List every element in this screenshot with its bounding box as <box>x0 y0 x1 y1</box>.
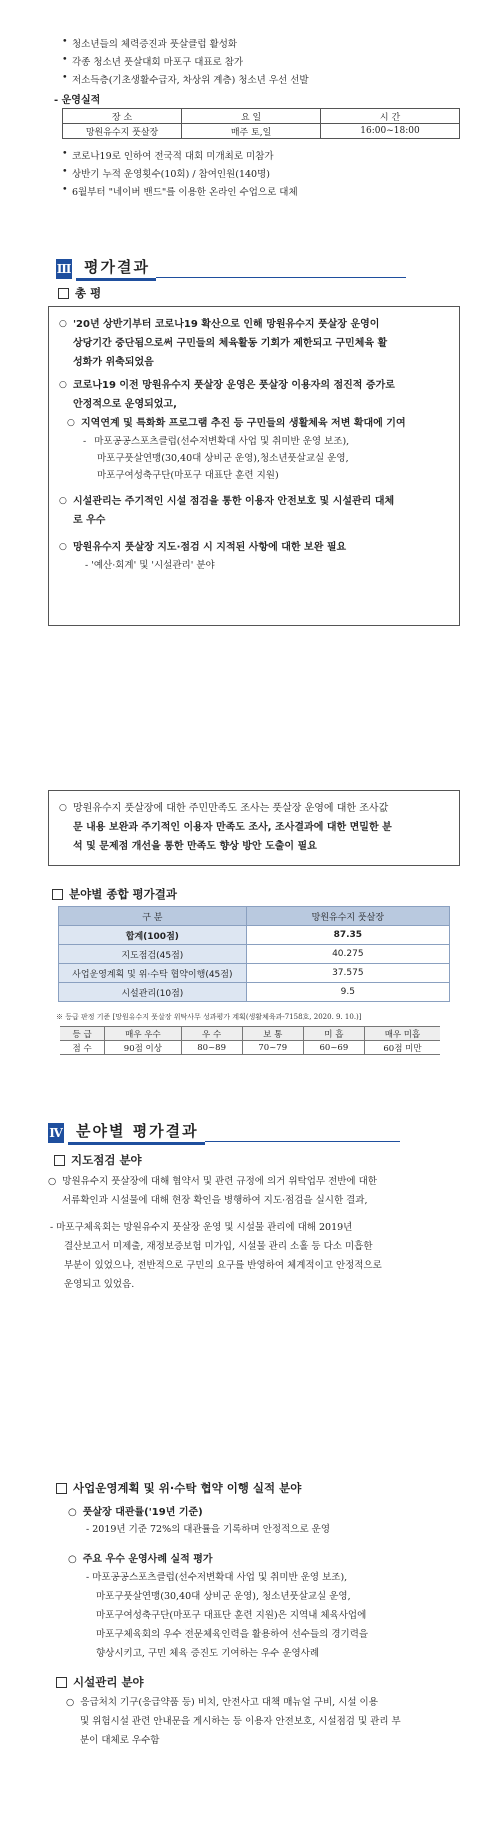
summary-subitems <box>57 433 449 484</box>
text-line: 마포구풋살연맹(30,40대 상비군 운영),청소년풋살교실 운영, <box>97 453 349 464</box>
checkbox-icon <box>58 288 69 299</box>
heading-label: 지도점검 분야 <box>71 1153 142 1167</box>
text-line: ○ 코로나19 이전 망원유수지 풋살장 운영은 풋살장 이용자의 점진적 증가로 <box>73 380 395 391</box>
text-line: - 마포공공스포츠클럽(선수저변확대 사업 및 취미반 운영 보조), <box>83 436 350 447</box>
text-line: ○ 망원유수지 풋살장에 대해 협약서 및 관련 규정에 의거 위탁업무 전반에 대한 <box>48 1176 377 1187</box>
table-row <box>59 926 450 945</box>
table-header-cell: 요 일 <box>182 109 321 124</box>
text-line: 석 및 문제점 개선을 통한 만족도 향상 방안 도출이 필요 <box>73 841 317 852</box>
text-line: 상당기간 중단됨으로써 구민들의 체육활동 기회가 제한되고 구민체육 활 <box>73 338 388 349</box>
table-row <box>59 945 450 964</box>
table-cell: 70~79 <box>242 1041 303 1055</box>
table-header-cell: 미 흡 <box>303 1027 364 1041</box>
best-practice-title: ○ 주요 우수 운영사례 실적 평가 <box>68 1554 213 1565</box>
table-row <box>63 124 460 139</box>
table-cell: 합계(100점) <box>59 926 247 945</box>
bullet-text: • 각종 청소년 풋살대회 마포구 대표로 참가 <box>72 54 243 68</box>
table-cell: 시설관리(10점) <box>59 983 247 1002</box>
table-cell: 80~89 <box>181 1041 242 1055</box>
bullet-text: • 저소득층(기초생활수급자, 차상위 계층) 청소년 우선 선발 <box>72 72 309 86</box>
text-line: 성화가 위축되었음 <box>73 357 154 368</box>
summary-item <box>57 315 449 372</box>
checkbox-icon <box>56 1483 67 1494</box>
text-line: ○ 시설관리는 주기적인 시설 점검을 통한 이용자 안전보호 및 시설관리 대체 <box>73 496 395 507</box>
table-row <box>59 907 450 926</box>
text-line: 부분이 있었으나, 전반적으로 구민의 요구를 반영하여 체계적이고 안정적으로 <box>64 1260 382 1271</box>
table-header-cell: 우 수 <box>181 1027 242 1041</box>
text-line: ○ 망원유수지 풋살장 지도·점검 시 지적된 사항에 대한 보완 필요 <box>73 542 347 553</box>
text-line: - 마포구체육회는 망원유수지 풋살장 운영 및 시설물 관리에 대해 2019년 <box>50 1222 353 1233</box>
section-number-badge: Ⅲ <box>56 259 72 279</box>
table-cell: 지도점검(45점) <box>59 945 247 964</box>
inspection-heading <box>54 1152 142 1168</box>
text-line: 결산보고서 미제출, 재정보증보험 미가입, 시설물 관리 소홀 등 다소 미흡한 <box>64 1241 373 1252</box>
text-line: 분이 대체로 우수함 <box>80 1735 160 1746</box>
text-line: - 마포공공스포츠클럽(선수저변확대 사업 및 취미반 운영 보조), <box>86 1572 348 1583</box>
rental-rate-text: - 2019년 기준 72%의 대관률을 기록하며 안정적으로 운영 <box>86 1524 331 1535</box>
heading-label: 사업운영계획 및 위·수탁 협약 이행 실적 분야 <box>73 1481 302 1495</box>
table-row <box>60 1041 440 1055</box>
checkbox-icon <box>54 1155 65 1166</box>
eval-heading <box>52 886 177 902</box>
table-header-cell: 망원유수지 풋살장 <box>246 907 449 926</box>
table-row <box>60 1027 440 1041</box>
table-cell: 망원유수지 풋살장 <box>63 124 182 139</box>
text-line: ○ 지역연계 및 특화화 프로그램 추진 등 구민들의 생활체육 저변 확대에 기여 <box>81 418 406 429</box>
section-number-badge: Ⅳ <box>48 1123 64 1143</box>
section-4-header <box>48 1120 400 1145</box>
summary-box <box>48 306 460 626</box>
text-line: 및 위험시설 관련 안내문을 게시하는 등 이용자 안전보호, 시설점검 및 관리 부 <box>80 1716 401 1727</box>
table-cell: 16:00~18:00 <box>321 124 460 139</box>
table-header-cell: 매우 우수 <box>105 1027 181 1041</box>
text-line: ○ '20년 상반기부터 코로나19 확산으로 인해 망원유수지 풋살장 운영이 <box>73 319 380 330</box>
section-title: 평가결과 <box>76 256 156 281</box>
text-line: 마포구여성축구단(마포구 대표단 훈련 지원) <box>97 470 279 481</box>
table-header-cell: 보 통 <box>242 1027 303 1041</box>
text-line: 로 우수 <box>73 515 106 526</box>
bullet-text: • 상반기 누적 운영횟수(10회) / 참여인원(140명) <box>72 166 270 180</box>
rental-rate-title: ○ 풋살장 대관률('19년 기준) <box>68 1507 203 1518</box>
ops-schedule-table <box>62 108 460 139</box>
satisfaction-box <box>48 790 460 866</box>
table-row <box>59 983 450 1002</box>
checkbox-icon <box>52 889 63 900</box>
bullet-text: • 코로나19로 인하여 전국적 대회 미개최로 미참가 <box>72 148 274 162</box>
table-cell: 사업운영계획 및 위·수탁 협약이행(45점) <box>59 964 247 983</box>
operations-heading <box>56 1480 301 1496</box>
grade-note: ※ 등급 판정 기준 [망원유수지 풋살장 위탁사무 성과평가 계획(생활체육과-7158호, 2020. 9. 10.)] <box>56 1013 362 1021</box>
table-cell: 점 수 <box>60 1041 105 1055</box>
summary-item <box>57 538 449 557</box>
section-title: 분야별 평가결과 <box>68 1120 205 1145</box>
table-cell: 40.275 <box>246 945 449 964</box>
table-row <box>59 964 450 983</box>
facility-heading <box>56 1674 144 1690</box>
text-line: ○ 망원유수지 풋살장에 대한 주민만족도 조사는 풋살장 운영에 대한 조사값 <box>73 803 389 814</box>
table-header-cell: 매우 미흡 <box>364 1027 440 1041</box>
text-line: 마포구체육회의 우수 전문체육인력을 활용하여 선수들의 경기력을 <box>96 1629 369 1640</box>
table-cell: 60점 미만 <box>364 1041 440 1055</box>
table-cell: 87.35 <box>246 926 449 945</box>
table-row <box>63 109 460 124</box>
table-header-cell: 구 분 <box>59 907 247 926</box>
checkbox-icon <box>56 1677 67 1688</box>
text-line: 향상시키고, 구민 체육 증진도 기여하는 우수 운영사례 <box>96 1648 320 1659</box>
text-line: 마포구여성축구단(마포구 대표단 훈련 지원)은 지역내 체육사업에 <box>96 1610 367 1621</box>
table-header-cell: 장 소 <box>63 109 182 124</box>
summary-item <box>57 376 449 414</box>
summary-subitem: - '예산·회계' 및 '시설관리' 분야 <box>85 560 215 571</box>
section-divider <box>156 277 406 278</box>
section-divider <box>205 1141 400 1142</box>
heading-label: 시설관리 분야 <box>73 1675 144 1689</box>
best-practice-text <box>86 1568 456 1663</box>
table-cell: 9.5 <box>246 983 449 1002</box>
bullet-text: • 6월부터 "네이버 밴드"를 이용한 온라인 수업으로 대체 <box>72 184 298 198</box>
ops-heading: - 운영실적 <box>54 95 101 106</box>
table-cell: 90점 이상 <box>105 1041 181 1055</box>
table-cell: 60~69 <box>303 1041 364 1055</box>
text-line: ○ 응급처치 기구(응급약품 등) 비치, 안전사고 대책 매뉴얼 구비, 시설 이용 <box>66 1697 378 1708</box>
grade-table <box>60 1026 440 1055</box>
inspection-detail <box>50 1218 470 1294</box>
section-3-header <box>56 256 406 281</box>
eval-table <box>58 906 450 1002</box>
summary-heading <box>58 285 101 301</box>
inspection-paragraph <box>48 1172 468 1210</box>
text-line: 운영되고 있었음. <box>64 1279 135 1290</box>
text-line: 서류확인과 시설물에 대해 현장 확인을 병행하여 지도·점검을 실시한 결과, <box>62 1195 368 1206</box>
heading-label: 분야별 종합 평가결과 <box>69 887 177 901</box>
summary-item <box>65 414 449 433</box>
table-header-cell: 시 간 <box>321 109 460 124</box>
table-cell: 37.575 <box>246 964 449 983</box>
facility-text <box>66 1693 476 1750</box>
text-line: 안정적으로 운영되었고, <box>73 399 177 410</box>
table-header-cell: 등 급 <box>60 1027 105 1041</box>
summary-item <box>57 492 449 530</box>
bullet-text: • 청소년들의 체력증진과 풋살클럽 활성화 <box>72 36 237 50</box>
text-line: 마포구풋살연맹(30,40대 상비군 운영), 청소년풋살교실 운영, <box>96 1591 351 1602</box>
summary-item <box>57 799 449 856</box>
text-line: 문 내용 보완과 주기적인 이용자 만족도 조사, 조사결과에 대한 면밀한 분 <box>73 822 392 833</box>
heading-label: 총 평 <box>75 286 102 300</box>
table-cell: 매주 토,일 <box>182 124 321 139</box>
